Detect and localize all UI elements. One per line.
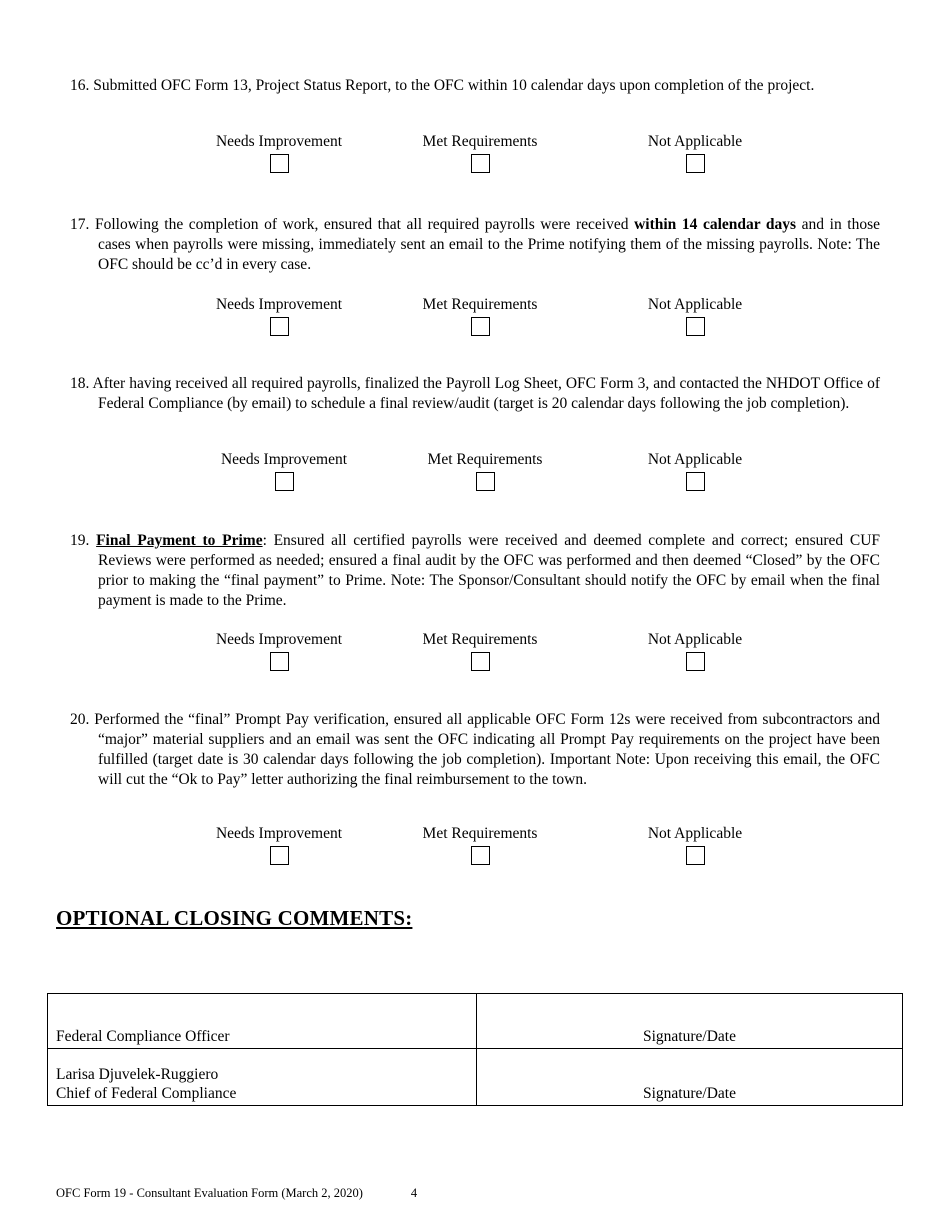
- not-applicable-checkbox[interactable]: [686, 154, 705, 173]
- officer-title: Federal Compliance Officer: [56, 1028, 230, 1045]
- item-16: [70, 76, 880, 96]
- met-requirements-checkbox[interactable]: [476, 472, 495, 491]
- rating-row-19: [0, 631, 950, 675]
- item-18-text: [70, 374, 880, 414]
- item-body: Submitted OFC Form 13, Project Status Report, to the OFC within 10 calendar days upon completion of the project.: [93, 77, 815, 94]
- option-not-applicable: [640, 451, 750, 491]
- item-body: and in those cases when payrolls were missing, immediately sent an email to the Prime notifying them of the missing payrolls. Note: The OFC should be cc’d in every case.: [98, 216, 880, 273]
- item-18: [70, 374, 880, 414]
- option-label: Needs Improvement: [215, 133, 343, 150]
- officer-title-cell: [48, 994, 477, 1049]
- chief-name: Larisa Djuvelek-Ruggiero: [56, 1066, 219, 1083]
- needs-improvement-checkbox[interactable]: [270, 317, 289, 336]
- page-number: 4: [410, 1186, 418, 1200]
- option-met-requirements: [415, 631, 545, 671]
- option-needs-improvement: [209, 631, 349, 671]
- option-label: Needs Improvement: [215, 631, 343, 648]
- item-20-text: [70, 710, 880, 790]
- option-label: Not Applicable: [647, 133, 743, 150]
- not-applicable-checkbox[interactable]: [686, 317, 705, 336]
- option-label: Met Requirements: [422, 825, 538, 842]
- option-label: Not Applicable: [647, 296, 743, 313]
- option-needs-improvement: [212, 451, 356, 491]
- option-needs-improvement: [209, 296, 349, 336]
- signature-date-label: Signature/Date: [643, 1085, 736, 1102]
- rating-row-18: [0, 451, 950, 495]
- rating-row-16: [0, 133, 950, 177]
- option-not-applicable: [640, 825, 750, 865]
- option-needs-improvement: [209, 825, 349, 865]
- item-20: [70, 710, 880, 790]
- met-requirements-checkbox[interactable]: [471, 846, 490, 865]
- signature-row-chief: [48, 1049, 903, 1106]
- rating-row-17: [0, 296, 950, 340]
- item-16-text: [70, 76, 880, 96]
- option-label: Met Requirements: [427, 451, 543, 468]
- item-body: Performed the “final” Prompt Pay verification, ensured all applicable OFC Form 12s were received from subcontractors and “major” material suppliers and an email was sent the OFC indicating all Prompt Pay requirements on the project have been fulfilled (target date is 30 calendar days following the job completion). Important Note: Upon receiving this email, the OFC will cut the “Ok to Pay” letter authorizing the final reimbursement to the town.: [94, 711, 880, 788]
- needs-improvement-checkbox[interactable]: [270, 846, 289, 865]
- option-label: Not Applicable: [647, 631, 743, 648]
- option-label: Met Requirements: [422, 631, 538, 648]
- closing-comments-heading: OPTIONAL CLOSING COMMENTS:: [56, 906, 413, 930]
- chief-signature-cell[interactable]: [477, 1049, 903, 1106]
- item-19-text: [70, 531, 880, 611]
- option-needs-improvement: [209, 133, 349, 173]
- officer-signature-cell[interactable]: [477, 994, 903, 1049]
- item-underlined-title: Final Payment to Prime: [96, 532, 263, 549]
- met-requirements-checkbox[interactable]: [471, 154, 490, 173]
- needs-improvement-checkbox[interactable]: [270, 652, 289, 671]
- option-not-applicable: [640, 133, 750, 173]
- item-body: Following the completion of work, ensured that all required payrolls were received: [89, 216, 635, 233]
- option-label: Met Requirements: [422, 133, 538, 150]
- item-bold-emphasis: within 14 calendar days: [634, 216, 797, 233]
- option-label: Not Applicable: [647, 451, 743, 468]
- page-footer: [56, 1186, 417, 1201]
- option-label: Met Requirements: [422, 296, 538, 313]
- met-requirements-checkbox[interactable]: [471, 652, 490, 671]
- option-not-applicable: [640, 296, 750, 336]
- option-label: Needs Improvement: [220, 451, 348, 468]
- signature-table: [47, 993, 903, 1106]
- not-applicable-checkbox[interactable]: [686, 472, 705, 491]
- item-17: [70, 215, 880, 275]
- signature-row-officer: [48, 994, 903, 1049]
- needs-improvement-checkbox[interactable]: [275, 472, 294, 491]
- item-number: 19.: [70, 532, 90, 549]
- item-number: 18.: [70, 375, 90, 392]
- item-body: : Ensured all certified payrolls were received and deemed complete and correct; ensured CUF Reviews were performed as needed; ensured a final audit by the OFC was performed and then deemed “Closed” by the OFC prior to making the “final payment” to Prime. Note: The Sponsor/Consultant should notify the OFC by email when the final payment is made to the Prime.: [98, 532, 881, 609]
- signature-date-label: Signature/Date: [643, 1028, 736, 1045]
- chief-title-cell: [48, 1049, 477, 1106]
- not-applicable-checkbox[interactable]: [686, 652, 705, 671]
- rating-row-20: [0, 825, 950, 869]
- footer-form-name: OFC Form 19 - Consultant Evaluation Form (March 2, 2020): [56, 1186, 363, 1200]
- item-number: 17.: [70, 216, 90, 233]
- option-met-requirements: [415, 825, 545, 865]
- item-number: 20.: [70, 711, 90, 728]
- item-17-text: [70, 215, 880, 275]
- met-requirements-checkbox[interactable]: [471, 317, 490, 336]
- option-not-applicable: [640, 631, 750, 671]
- item-body: After having received all required payrolls, finalized the Payroll Log Sheet, OFC Form 3, and contacted the NHDOT Office of Federal Compliance (by email) to schedule a final review/audit (target is 20 calendar days following the job completion).: [89, 375, 880, 412]
- option-label: Needs Improvement: [215, 296, 343, 313]
- option-label: Not Applicable: [647, 825, 743, 842]
- item-number: 16.: [70, 77, 90, 94]
- option-met-requirements: [415, 133, 545, 173]
- needs-improvement-checkbox[interactable]: [270, 154, 289, 173]
- not-applicable-checkbox[interactable]: [686, 846, 705, 865]
- item-19: [70, 531, 880, 611]
- option-met-requirements: [418, 451, 552, 491]
- chief-title: Chief of Federal Compliance: [56, 1085, 237, 1102]
- option-met-requirements: [415, 296, 545, 336]
- option-label: Needs Improvement: [215, 825, 343, 842]
